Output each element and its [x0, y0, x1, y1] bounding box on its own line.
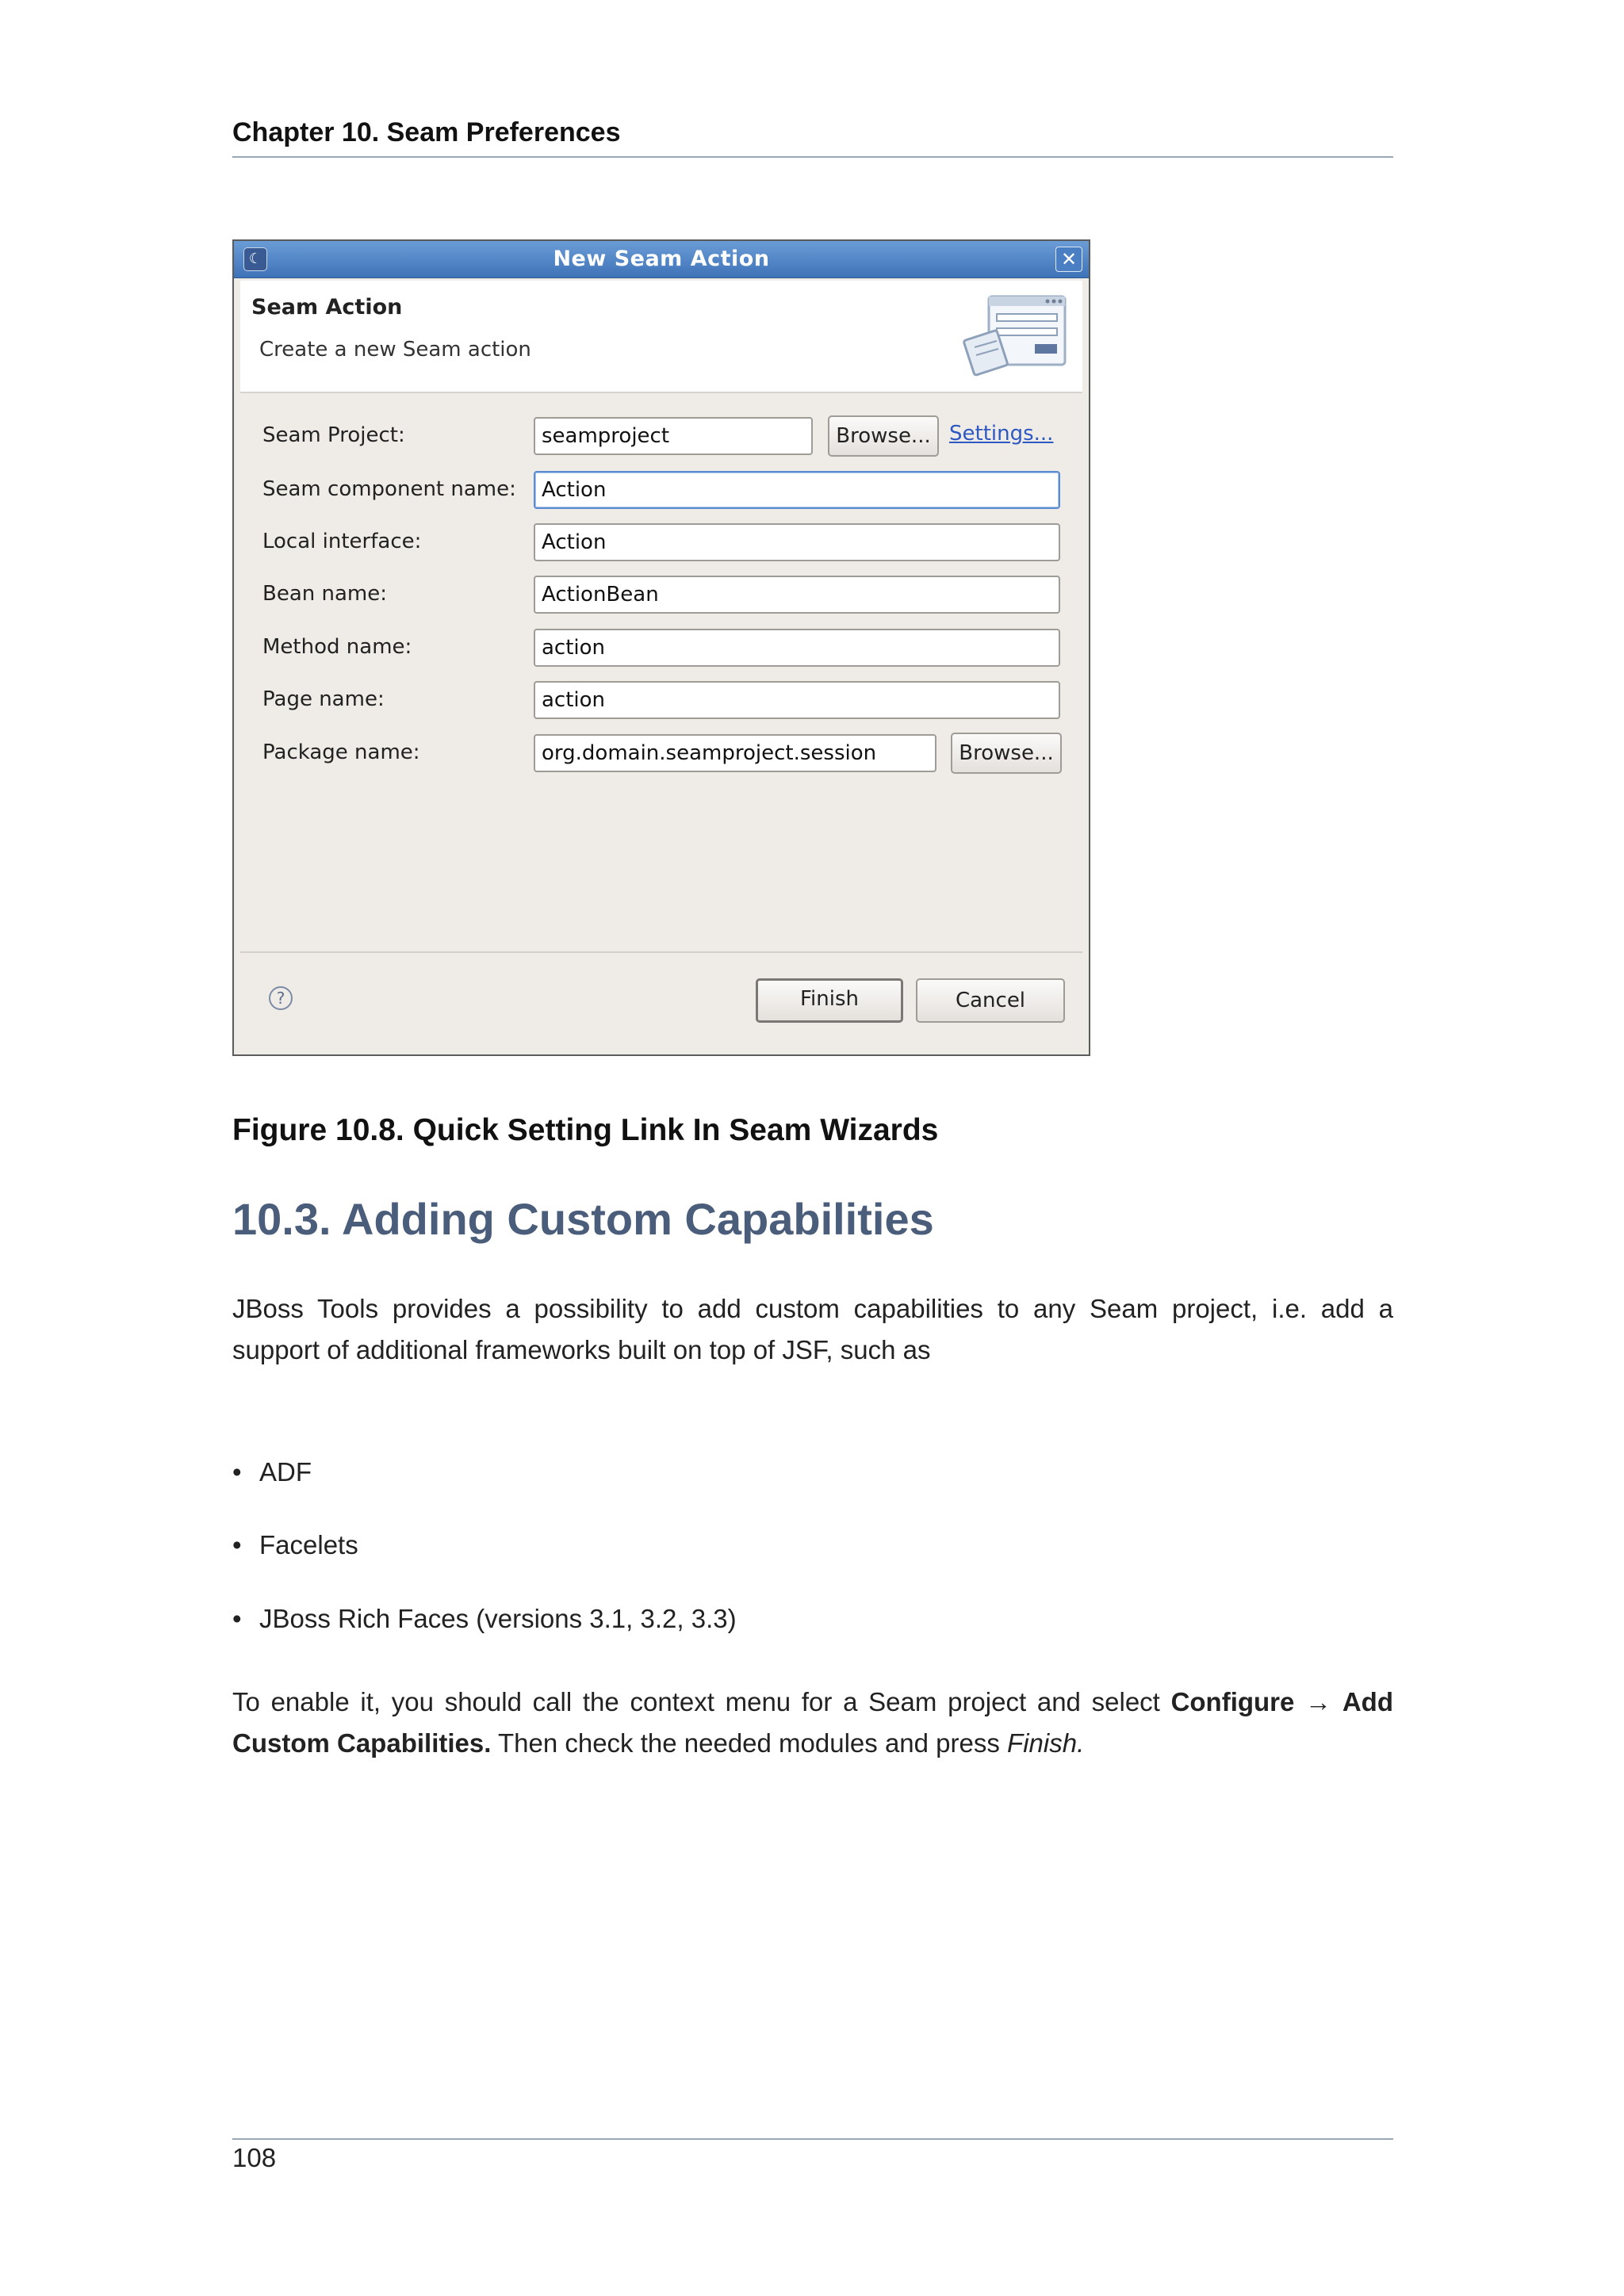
dialog-title: New Seam Action — [553, 247, 770, 271]
menu-configure: Configure — [1170, 1687, 1295, 1716]
page-name-label: Page name: — [262, 687, 385, 711]
browse-package-button[interactable]: Browse... — [951, 733, 1062, 774]
figure-caption: Figure 10.8. Quick Setting Link In Seam Wizards — [232, 1113, 939, 1147]
cancel-button[interactable]: Cancel — [916, 978, 1065, 1023]
browse-project-button[interactable]: Browse... — [828, 415, 939, 457]
section-title: 10.3. Adding Custom Capabilities — [232, 1194, 934, 1244]
list-item-text: Facelets — [259, 1530, 358, 1559]
wizard-banner-description: Create a new Seam action — [259, 338, 531, 362]
seam-project-input[interactable]: seamproject — [534, 417, 813, 455]
enable-instructions — [232, 1682, 1393, 1764]
button-bar-divider — [240, 951, 1082, 953]
header-divider — [232, 156, 1393, 158]
eclipse-app-icon: ☾ — [243, 247, 267, 271]
new-seam-action-dialog — [232, 239, 1090, 1056]
wizard-form-icon — [957, 285, 1076, 387]
bean-name-label: Bean name: — [262, 582, 388, 606]
finish-button[interactable]: Finish — [756, 978, 903, 1023]
component-name-input[interactable]: Action — [534, 471, 1060, 509]
package-name-input[interactable]: org.domain.seamproject.session — [534, 734, 936, 772]
finish-emphasis: Finish. — [1007, 1728, 1085, 1758]
intro-line-1: JBoss Tools provides a possibility to add custom capabilities to any Seam project, i.e. add a — [232, 1294, 1393, 1323]
menu-add-custom-capabilities: Add Custom Capabilities. — [232, 1687, 1393, 1758]
component-name-label: Seam component name: — [262, 477, 516, 501]
list-item-text: JBoss Rich Faces (versions 3.1, 3.2, 3.3) — [259, 1604, 737, 1633]
close-icon[interactable]: ✕ — [1055, 247, 1082, 272]
chapter-header: Chapter 10. Seam Preferences — [232, 117, 621, 147]
arrow-icon: → — [1294, 1687, 1342, 1716]
page-name-input[interactable]: action — [534, 681, 1060, 719]
method-name-label: Method name: — [262, 635, 412, 659]
list-item: • ADF — [232, 1457, 312, 1487]
bean-name-input[interactable]: ActionBean — [534, 576, 1060, 614]
list-item-text: ADF — [259, 1457, 312, 1487]
wizard-banner — [240, 281, 1082, 393]
instructions-text: To enable it, you should call the context menu for a Seam project and select — [232, 1687, 1171, 1716]
settings-link[interactable]: Settings... — [949, 422, 1054, 446]
wizard-banner-title: Seam Action — [251, 295, 403, 320]
local-interface-label: Local interface: — [262, 530, 422, 553]
local-interface-input[interactable]: Action — [534, 523, 1060, 561]
page-number: 108 — [232, 2143, 277, 2172]
method-name-input[interactable]: action — [534, 629, 1060, 667]
dialog-titlebar — [234, 241, 1089, 278]
list-item: • JBoss Rich Faces (versions 3.1, 3.2, 3.3) — [232, 1604, 737, 1633]
seam-project-label: Seam Project: — [262, 423, 405, 447]
help-icon[interactable]: ? — [269, 986, 293, 1010]
instructions-text: Then check the needed modules and press — [491, 1728, 1008, 1758]
intro-line-2: support of additional frameworks built on top of JSF, such as — [232, 1335, 931, 1364]
package-name-label: Package name: — [262, 740, 420, 764]
footer-divider — [232, 2138, 1393, 2140]
list-item: • Facelets — [232, 1530, 358, 1559]
